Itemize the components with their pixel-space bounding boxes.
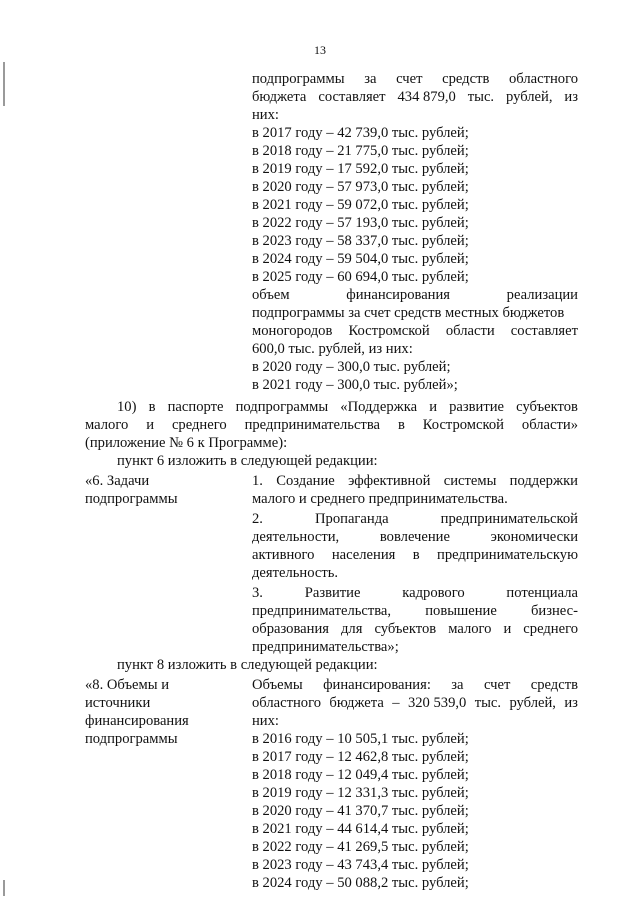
task-line: предпринимательства»; <box>252 639 399 655</box>
task-line: 1. Создание эффективной системы поддержки <box>252 473 578 489</box>
page-number: 13 <box>314 43 326 57</box>
text-line: (приложение № 6 к Программе): <box>85 435 288 451</box>
year-line: в 2024 году – 50 088,2 тыс. рублей; <box>252 875 469 891</box>
year-line: в 2017 году – 12 462,8 тыс. рублей; <box>252 749 469 765</box>
year-line: в 2019 году – 17 592,0 тыс. рублей; <box>252 161 469 177</box>
margin-mark-top <box>3 62 5 106</box>
point-6-label: подпрограммы <box>85 491 178 507</box>
year-line: в 2020 году – 41 370,7 тыс. рублей; <box>252 803 469 819</box>
text-line: Объемы финансирования: за счет средств <box>252 677 578 693</box>
year-line: в 2018 году – 21 775,0 тыс. рублей; <box>252 143 469 159</box>
year-line: в 2021 году – 59 072,0 тыс. рублей; <box>252 197 469 213</box>
year-line: в 2020 году – 57 973,0 тыс. рублей; <box>252 179 469 195</box>
year-line: в 2023 году – 43 743,4 тыс. рублей; <box>252 857 469 873</box>
text-line: областного бюджета – 320 539,0 тыс. рублей, из <box>252 695 578 711</box>
text-line: бюджета составляет 434 879,0 тыс. рублей, из <box>252 89 578 105</box>
task-line: активного населения в предпринимательскую <box>252 547 578 563</box>
text-line: 600,0 тыс. рублей, из них: <box>252 341 413 357</box>
year-line: в 2019 году – 12 331,3 тыс. рублей; <box>252 785 469 801</box>
year-line: в 2023 году – 58 337,0 тыс. рублей; <box>252 233 469 249</box>
text-line: них: <box>252 107 279 123</box>
text-line: подпрограммы за счет средств областного <box>252 71 578 87</box>
year-line: в 2018 году – 12 049,4 тыс. рублей; <box>252 767 469 783</box>
point-8-label: «8. Объемы и <box>85 677 170 693</box>
point-8-intro: пункт 8 изложить в следующей редакции: <box>117 657 378 673</box>
task-line: образования для субъектов малого и среднего <box>252 621 578 637</box>
year-line: в 2021 году – 44 614,4 тыс. рублей; <box>252 821 469 837</box>
year-line: в 2022 году – 41 269,5 тыс. рублей; <box>252 839 469 855</box>
text-line: объем финансирования реализации <box>252 287 578 303</box>
year-line: в 2024 году – 59 504,0 тыс. рублей; <box>252 251 469 267</box>
text-line: них: <box>252 713 279 729</box>
point-8-label: подпрограммы <box>85 731 178 747</box>
margin-mark-bottom <box>3 880 5 896</box>
text-line: 10) в паспорте подпрограммы «Поддержка и развитие субъектов <box>117 399 578 415</box>
point-8-label: финансирования <box>85 713 189 729</box>
year-line: в 2016 году – 10 505,1 тыс. рублей; <box>252 731 469 747</box>
task-line: 3. Развитие кадрового потенциала <box>252 585 578 601</box>
task-line: малого и среднего предпринимательства. <box>252 491 508 507</box>
year-line: в 2017 году – 42 739,0 тыс. рублей; <box>252 125 469 141</box>
task-line: деятельности, вовлечение экономически <box>252 529 578 545</box>
text-line: пункт 6 изложить в следующей редакции: <box>117 453 378 469</box>
year-line: в 2021 году – 300,0 тыс. рублей»; <box>252 377 458 393</box>
task-line: деятельность. <box>252 565 339 581</box>
text-line: подпрограммы за счет средств местных бюджетов <box>252 305 565 321</box>
year-line: в 2022 году – 57 193,0 тыс. рублей; <box>252 215 469 231</box>
task-line: предпринимательства, повышение бизнес- <box>252 603 578 619</box>
task-line: 2. Пропаганда предпринимательской <box>252 511 578 527</box>
point-8-label: источники <box>85 695 151 711</box>
text-line: моногородов Костромской области составляет <box>252 323 578 339</box>
point-6-label: «6. Задачи <box>85 473 150 489</box>
text-line: малого и среднего предпринимательства в Костромской области» <box>85 417 578 433</box>
year-line: в 2025 году – 60 694,0 тыс. рублей; <box>252 269 469 285</box>
year-line: в 2020 году – 300,0 тыс. рублей; <box>252 359 451 375</box>
